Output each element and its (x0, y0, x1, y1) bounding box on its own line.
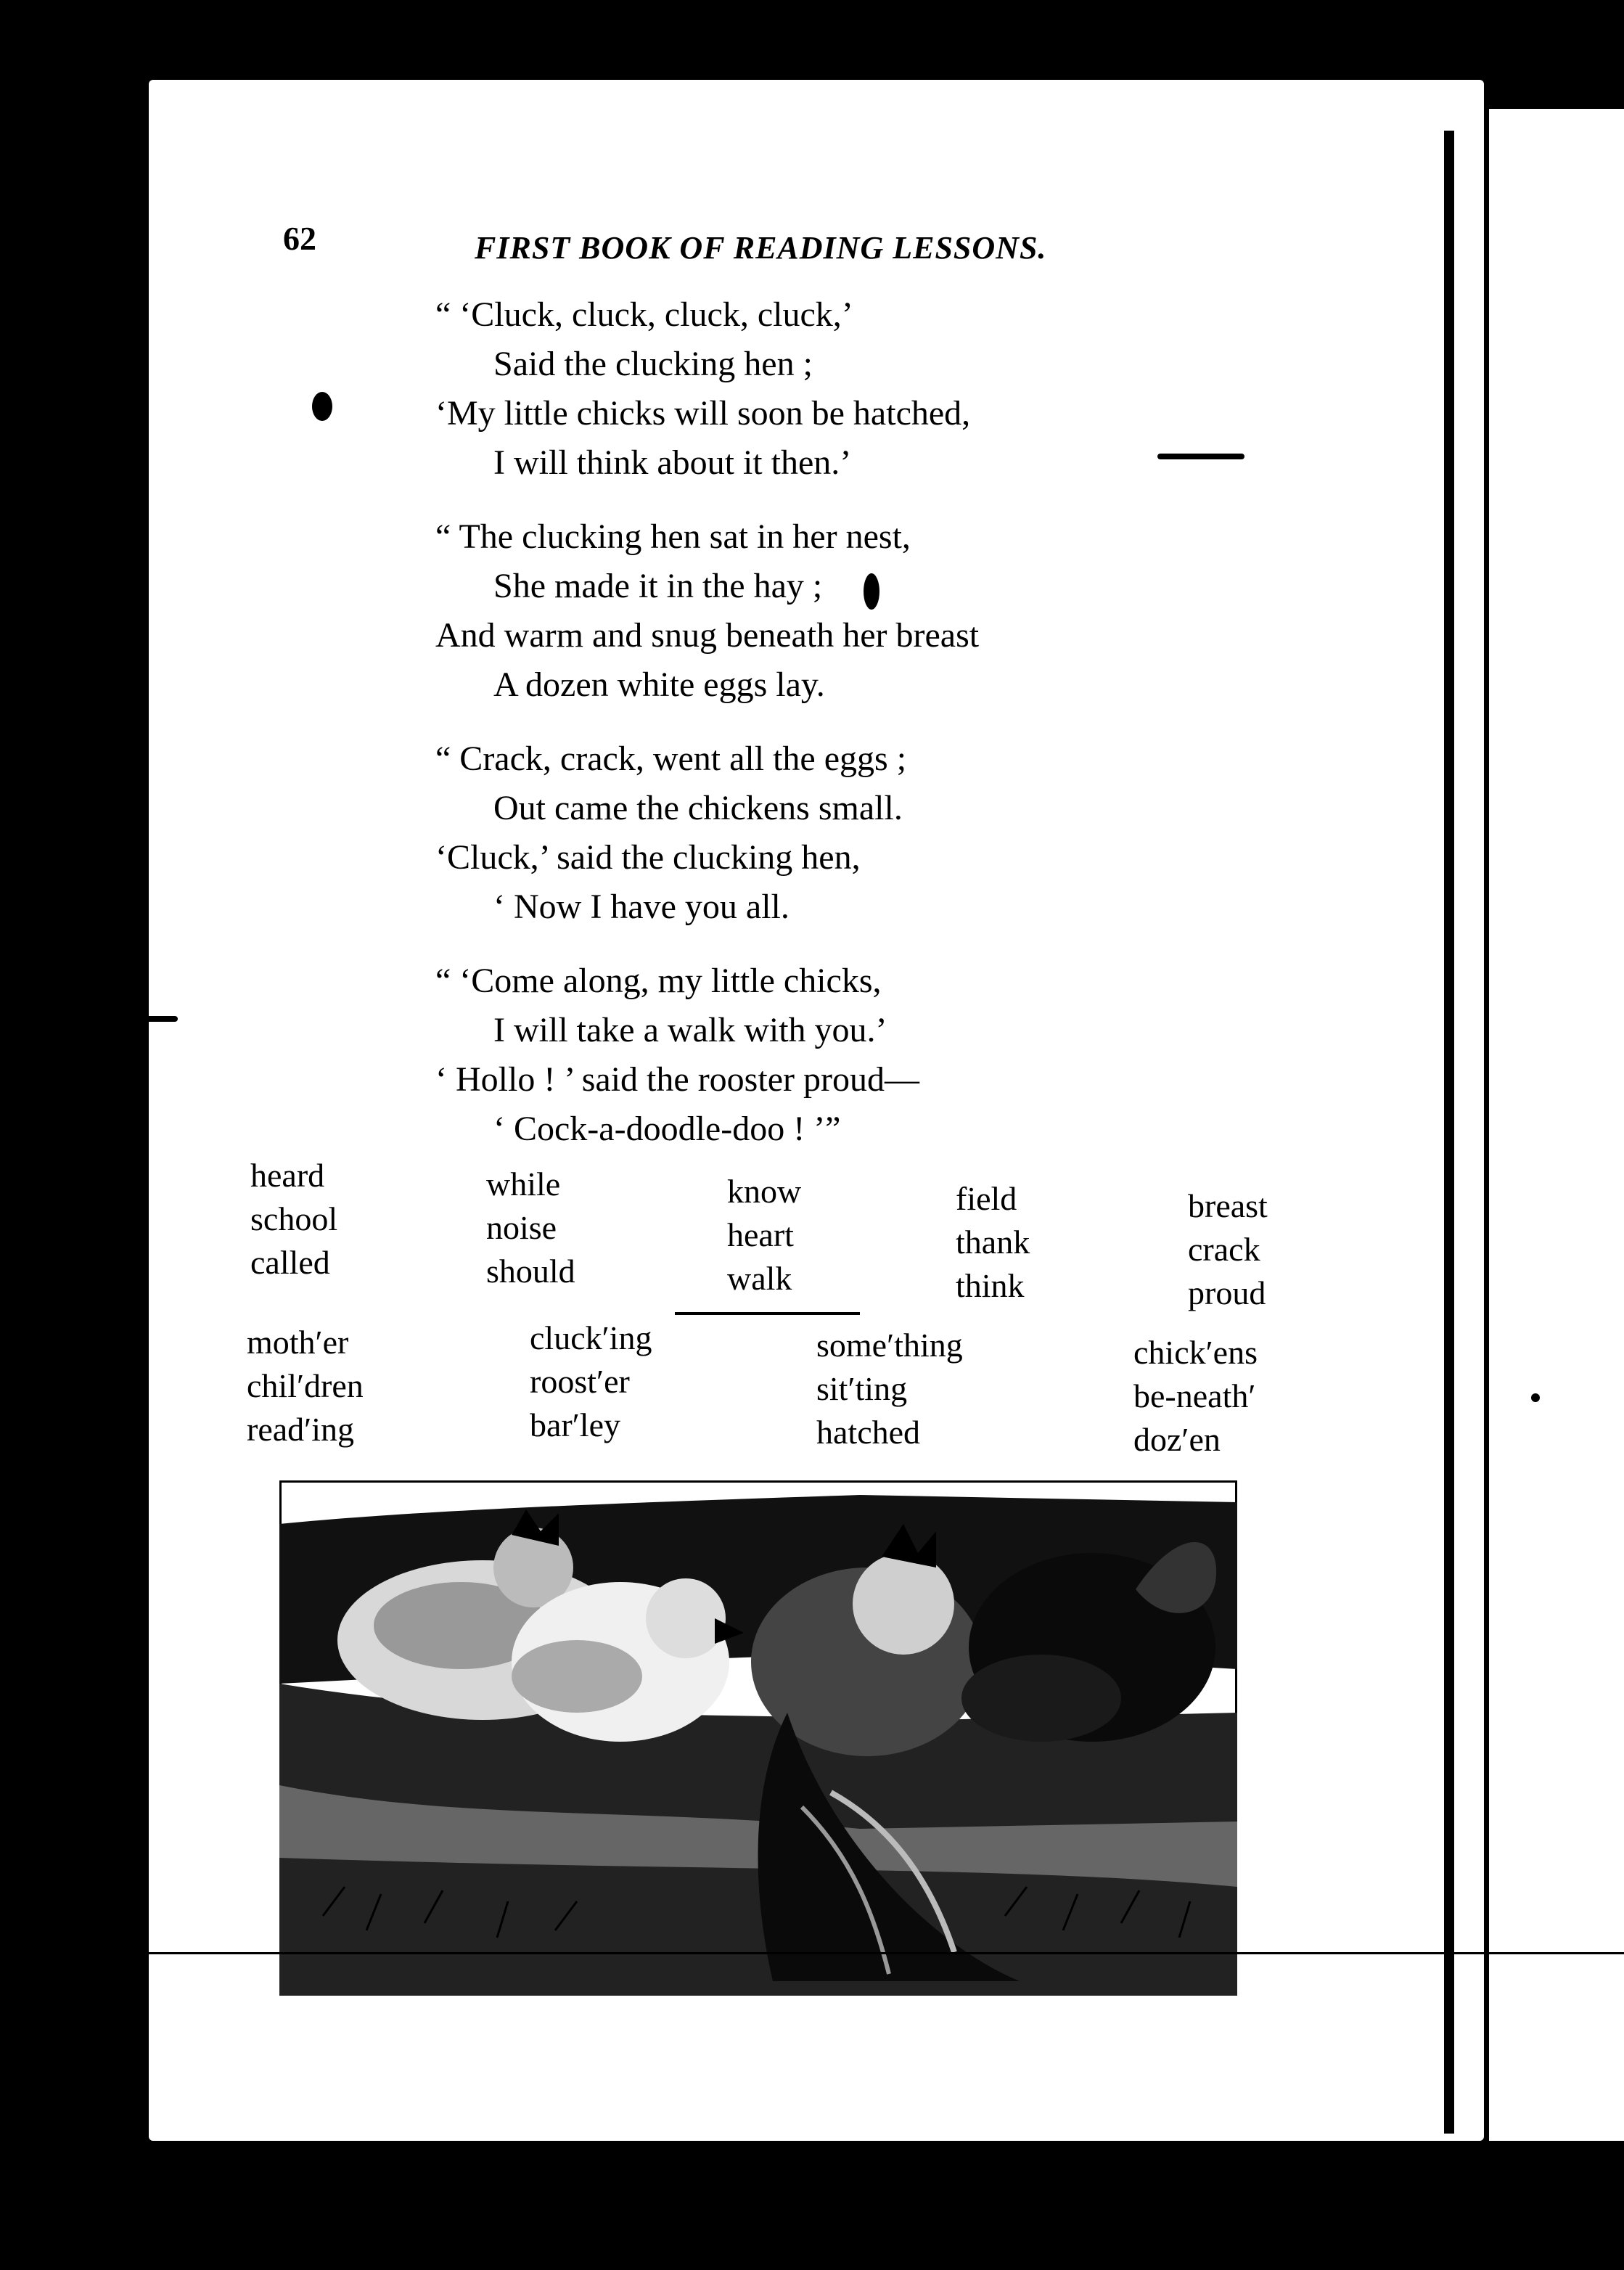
syllable-word: read′ing (247, 1411, 354, 1448)
word-column (956, 1177, 1159, 1308)
syllable-word: some′thing (816, 1327, 963, 1364)
poem-line: “ The clucking hen sat in her nest, (435, 517, 911, 556)
ink-blot (312, 392, 332, 421)
spelling-word: field (956, 1180, 1017, 1217)
word-column (247, 1321, 450, 1451)
spelling-word: heard (250, 1157, 325, 1194)
word-column (486, 1163, 689, 1293)
poem-line: ‘ Now I have you all. (493, 888, 790, 926)
syllable-word: moth′er (247, 1324, 349, 1361)
poem-line: Out came the chickens small. (493, 789, 903, 827)
poultry-illustration (279, 1480, 1237, 1996)
poem-line: And warm and snug beneath her breast (435, 616, 980, 655)
spelling-word: heart (727, 1216, 794, 1253)
poem-line: Said the clucking hen ; (493, 345, 813, 383)
spelling-word: thank (956, 1224, 1030, 1261)
stanza (435, 512, 1234, 710)
syllable-word: cluck′ing (530, 1319, 652, 1356)
word-column (530, 1316, 733, 1447)
spelling-word: while (486, 1165, 561, 1202)
word-column (250, 1154, 454, 1284)
syllable-word: bar′ley (530, 1406, 620, 1443)
ink-mark (127, 1016, 178, 1022)
spelling-word: school (250, 1200, 338, 1237)
poem-line: I will think about it then.’ (493, 443, 852, 482)
poem-line: ‘Cluck,’ said the clucking hen, (435, 838, 861, 877)
spelling-word: think (956, 1267, 1025, 1304)
ink-blot (864, 573, 879, 610)
gutter-line (1444, 131, 1454, 2134)
syllable-word: hatched (816, 1414, 921, 1451)
word-column (727, 1170, 930, 1300)
syllable-word: chick′ens (1133, 1334, 1258, 1371)
stanza (435, 290, 1234, 488)
word-column (816, 1324, 1020, 1454)
page-number: 62 (283, 220, 316, 257)
poem-line: “ Crack, crack, went all the eggs ; (435, 739, 907, 778)
spelling-word: know (727, 1173, 802, 1210)
spelling-word: should (486, 1253, 575, 1290)
syllable-word: sit′ting (816, 1370, 908, 1407)
syllable-word: doz′en (1133, 1421, 1221, 1458)
poem-line: “ ‘Come along, my little chicks, (435, 962, 882, 1000)
syllable-word: roost′er (530, 1363, 630, 1400)
scan-artifact-line (87, 1952, 1624, 1954)
poem-line: A dozen white eggs lay. (493, 665, 825, 704)
page-header (283, 218, 1154, 269)
stanza (435, 734, 1234, 932)
facing-page-edge (1489, 109, 1624, 2141)
poem-line: ‘ Hollo ! ’ said the rooster proud— (435, 1060, 919, 1099)
poem (435, 290, 1234, 1179)
poem-line: “ ‘Cluck, cluck, cluck, cluck,’ (435, 295, 853, 334)
spelling-word: breast (1188, 1187, 1268, 1224)
spelling-word: proud (1188, 1274, 1266, 1311)
spelling-word: crack (1188, 1231, 1260, 1268)
section-divider (675, 1312, 860, 1315)
spelling-word: walk (727, 1260, 792, 1297)
spelling-word: noise (486, 1209, 557, 1246)
speck (1531, 1393, 1540, 1402)
poem-line: ‘ Cock-a-doodle-doo ! ’” (493, 1110, 841, 1148)
running-head: FIRST BOOK OF READING LESSONS. (475, 230, 1047, 266)
poem-line: I will take a walk with you.’ (493, 1011, 887, 1049)
ink-mark (1157, 454, 1244, 459)
word-column (1188, 1184, 1391, 1315)
stanza (435, 956, 1234, 1154)
spelling-word: called (250, 1244, 330, 1281)
poem-line: She made it in the hay ; (493, 567, 823, 605)
poem-line: ‘My little chicks will soon be hatched, (435, 394, 971, 433)
syllable-word: be-neath′ (1133, 1377, 1256, 1414)
syllable-word: chil′dren (247, 1367, 364, 1404)
word-column (1133, 1331, 1337, 1462)
